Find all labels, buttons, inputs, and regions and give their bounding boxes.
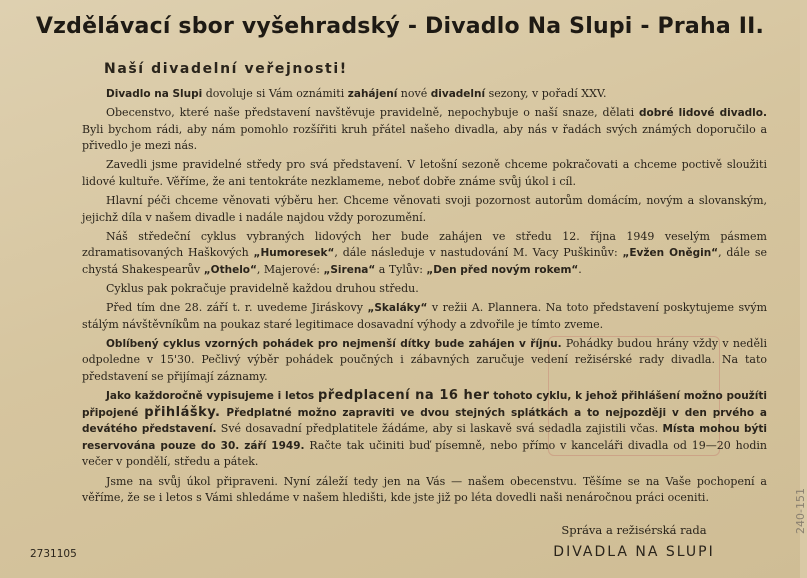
paragraph-text: Byli bychom rádi, aby nám pomohlo rozšířiti kruh přátel našeho divadla, aby nás v řadách svých známých doporučilo a přivedlo je mezi nás. <box>82 122 767 153</box>
paragraph-text: Obecenstvo, které naše představení navštěvuje pravidelně, nepochybuje o naší snaze, dělati <box>106 106 640 120</box>
paragraph-text: Cyklus pak pokračuje pravidelně každou druhou středu. <box>106 282 419 296</box>
paragraph-text: „Sirena“ <box>323 263 376 276</box>
paragraph <box>82 86 767 103</box>
paragraph <box>82 229 767 279</box>
signature-line-1: Správa a režisérská rada <box>561 523 707 537</box>
paragraph-text: divadelní <box>430 88 486 100</box>
paragraph-text: , dále se chystá Shakespearův <box>82 246 767 276</box>
catalog-number: 2731105 <box>30 548 77 560</box>
paragraph-text: , Majerové: <box>256 262 324 276</box>
paragraph <box>82 105 767 155</box>
letterhead: Vzdělávací sbor vyšehradský - Divadlo Na Slupi - Praha II. <box>35 14 765 39</box>
paragraph-text: „Skaláky“ <box>367 302 428 315</box>
paragraph-text: Náš středeční cyklus vybraných lidových her bude zahájen ve středu 12. října 1949 veselým pásmem zdramatisovaných Haškových <box>82 229 767 260</box>
paragraph-text: zahájení <box>347 88 398 100</box>
paragraph-text: přihlášky. <box>144 404 221 420</box>
signature-block <box>514 522 754 563</box>
paragraph-text: nové <box>397 87 431 100</box>
paragraph-text: Račte tak učiniti buď písemně, nebo přímo v kanceláři divadla od 19—20 hodin večer v pondělí, středu a pátek. <box>82 438 768 469</box>
paragraph-text: Své dosavadní předplatitele žádáme, aby si laskavě svá sedadla zajistili včas. <box>216 422 663 436</box>
paragraph <box>82 157 767 190</box>
paragraph-text: Pohádky budou hrány vždy v neděli odpoledne v 15'30. Pečlivý výběr pohádek poučných i zábavných zaručuje vedení režisérské rady divadla. Na tato představení se přijímají záznamy. <box>82 336 768 383</box>
paragraph-text: Předplatné možno zapraviti ve dvou stejných splátkách a to nejpozději v den prvého a devátého představení. <box>82 406 768 436</box>
paragraph-text: Jako každoročně vypisujeme i letos <box>106 390 318 403</box>
pencil-note: 240-151 <box>794 488 807 534</box>
greeting: Naší divadelní veřejnosti! <box>104 61 348 77</box>
paragraph <box>82 300 767 333</box>
paragraph-text: v režii A. Plannera. Na toto představení poskytujeme svým stálým návštěvníkům na poukaz staré legitimace dosavadní výhody a zdvořile je tímto zveme. <box>82 301 767 331</box>
paragraph-text: „Den před novým rokem“ <box>426 263 579 276</box>
paragraph-text: „Humoresek“ <box>253 247 335 260</box>
paragraphs <box>82 86 767 507</box>
paragraph-text: Zavedli jsme pravidelné středy pro svá představení. V letošní sezoně chceme pokračovati a chceme poctivě sloužiti lidové kultuře. Věříme, že ani tentokráte nezklameme, neboť dobře známe svůj úkol i cíl. <box>82 158 767 188</box>
signature-line-2: DIVADLA NA SLUPI <box>553 544 715 560</box>
paragraph-text: Divadlo na Slupi <box>106 88 203 100</box>
paragraph-text: tohoto cyklu, k jehož přihlášení možno použíti připojené <box>82 390 767 419</box>
paragraph <box>82 474 767 507</box>
paragraph-text: předplacení na 16 her <box>317 388 490 404</box>
paragraph-text: , dále následuje v nastudování M. Vacy Puškinův: <box>334 246 623 260</box>
paragraph-text: a Tylův: <box>375 262 427 276</box>
paragraph-text: dovoluje si Vám oznámiti <box>202 87 348 100</box>
paragraph <box>82 193 767 226</box>
paragraph-text: sezony, v pořadí XXV. <box>485 87 607 100</box>
paragraph-text: . <box>578 262 582 276</box>
paragraph <box>82 336 767 386</box>
paragraph-text: Jsme na svůj úkol připraveni. Nyní záleží tedy jen na Vás — našem obecenstvu. Těšíme se na Vaše pochopení a věříme, že se i letos s Vámi shledáme v našem hledišti, kde jste již po léta dovedli naši nenáročnou práci oceniti. <box>82 474 767 505</box>
paragraph-text: Oblíbený cyklus vzorných pohádek pro nejmenší dítky bude zahájen v říjnu. <box>106 337 562 350</box>
paragraph-text: „Othelo“ <box>203 263 257 276</box>
paragraph <box>82 281 767 298</box>
paragraph-text: dobré lidové divadlo. <box>639 107 767 120</box>
paragraph-text: „Evžen Oněgin“ <box>622 247 719 260</box>
paragraph-text: Před tím dne 28. září t. r. uvedeme Jiráskovy <box>106 301 368 315</box>
letter-body <box>82 60 767 509</box>
paragraph-text: Místa mohou býti reservována pouze do 30. září 1949. <box>82 423 768 452</box>
paragraph-text: Hlavní péči chceme věnovati výběru her. Chceme věnovati svoji pozornost autorům domácím, novým a slovanským, jejichž díla v našem divadle i nadále najdou vždy porozumění. <box>82 194 767 224</box>
paragraph <box>82 388 767 471</box>
